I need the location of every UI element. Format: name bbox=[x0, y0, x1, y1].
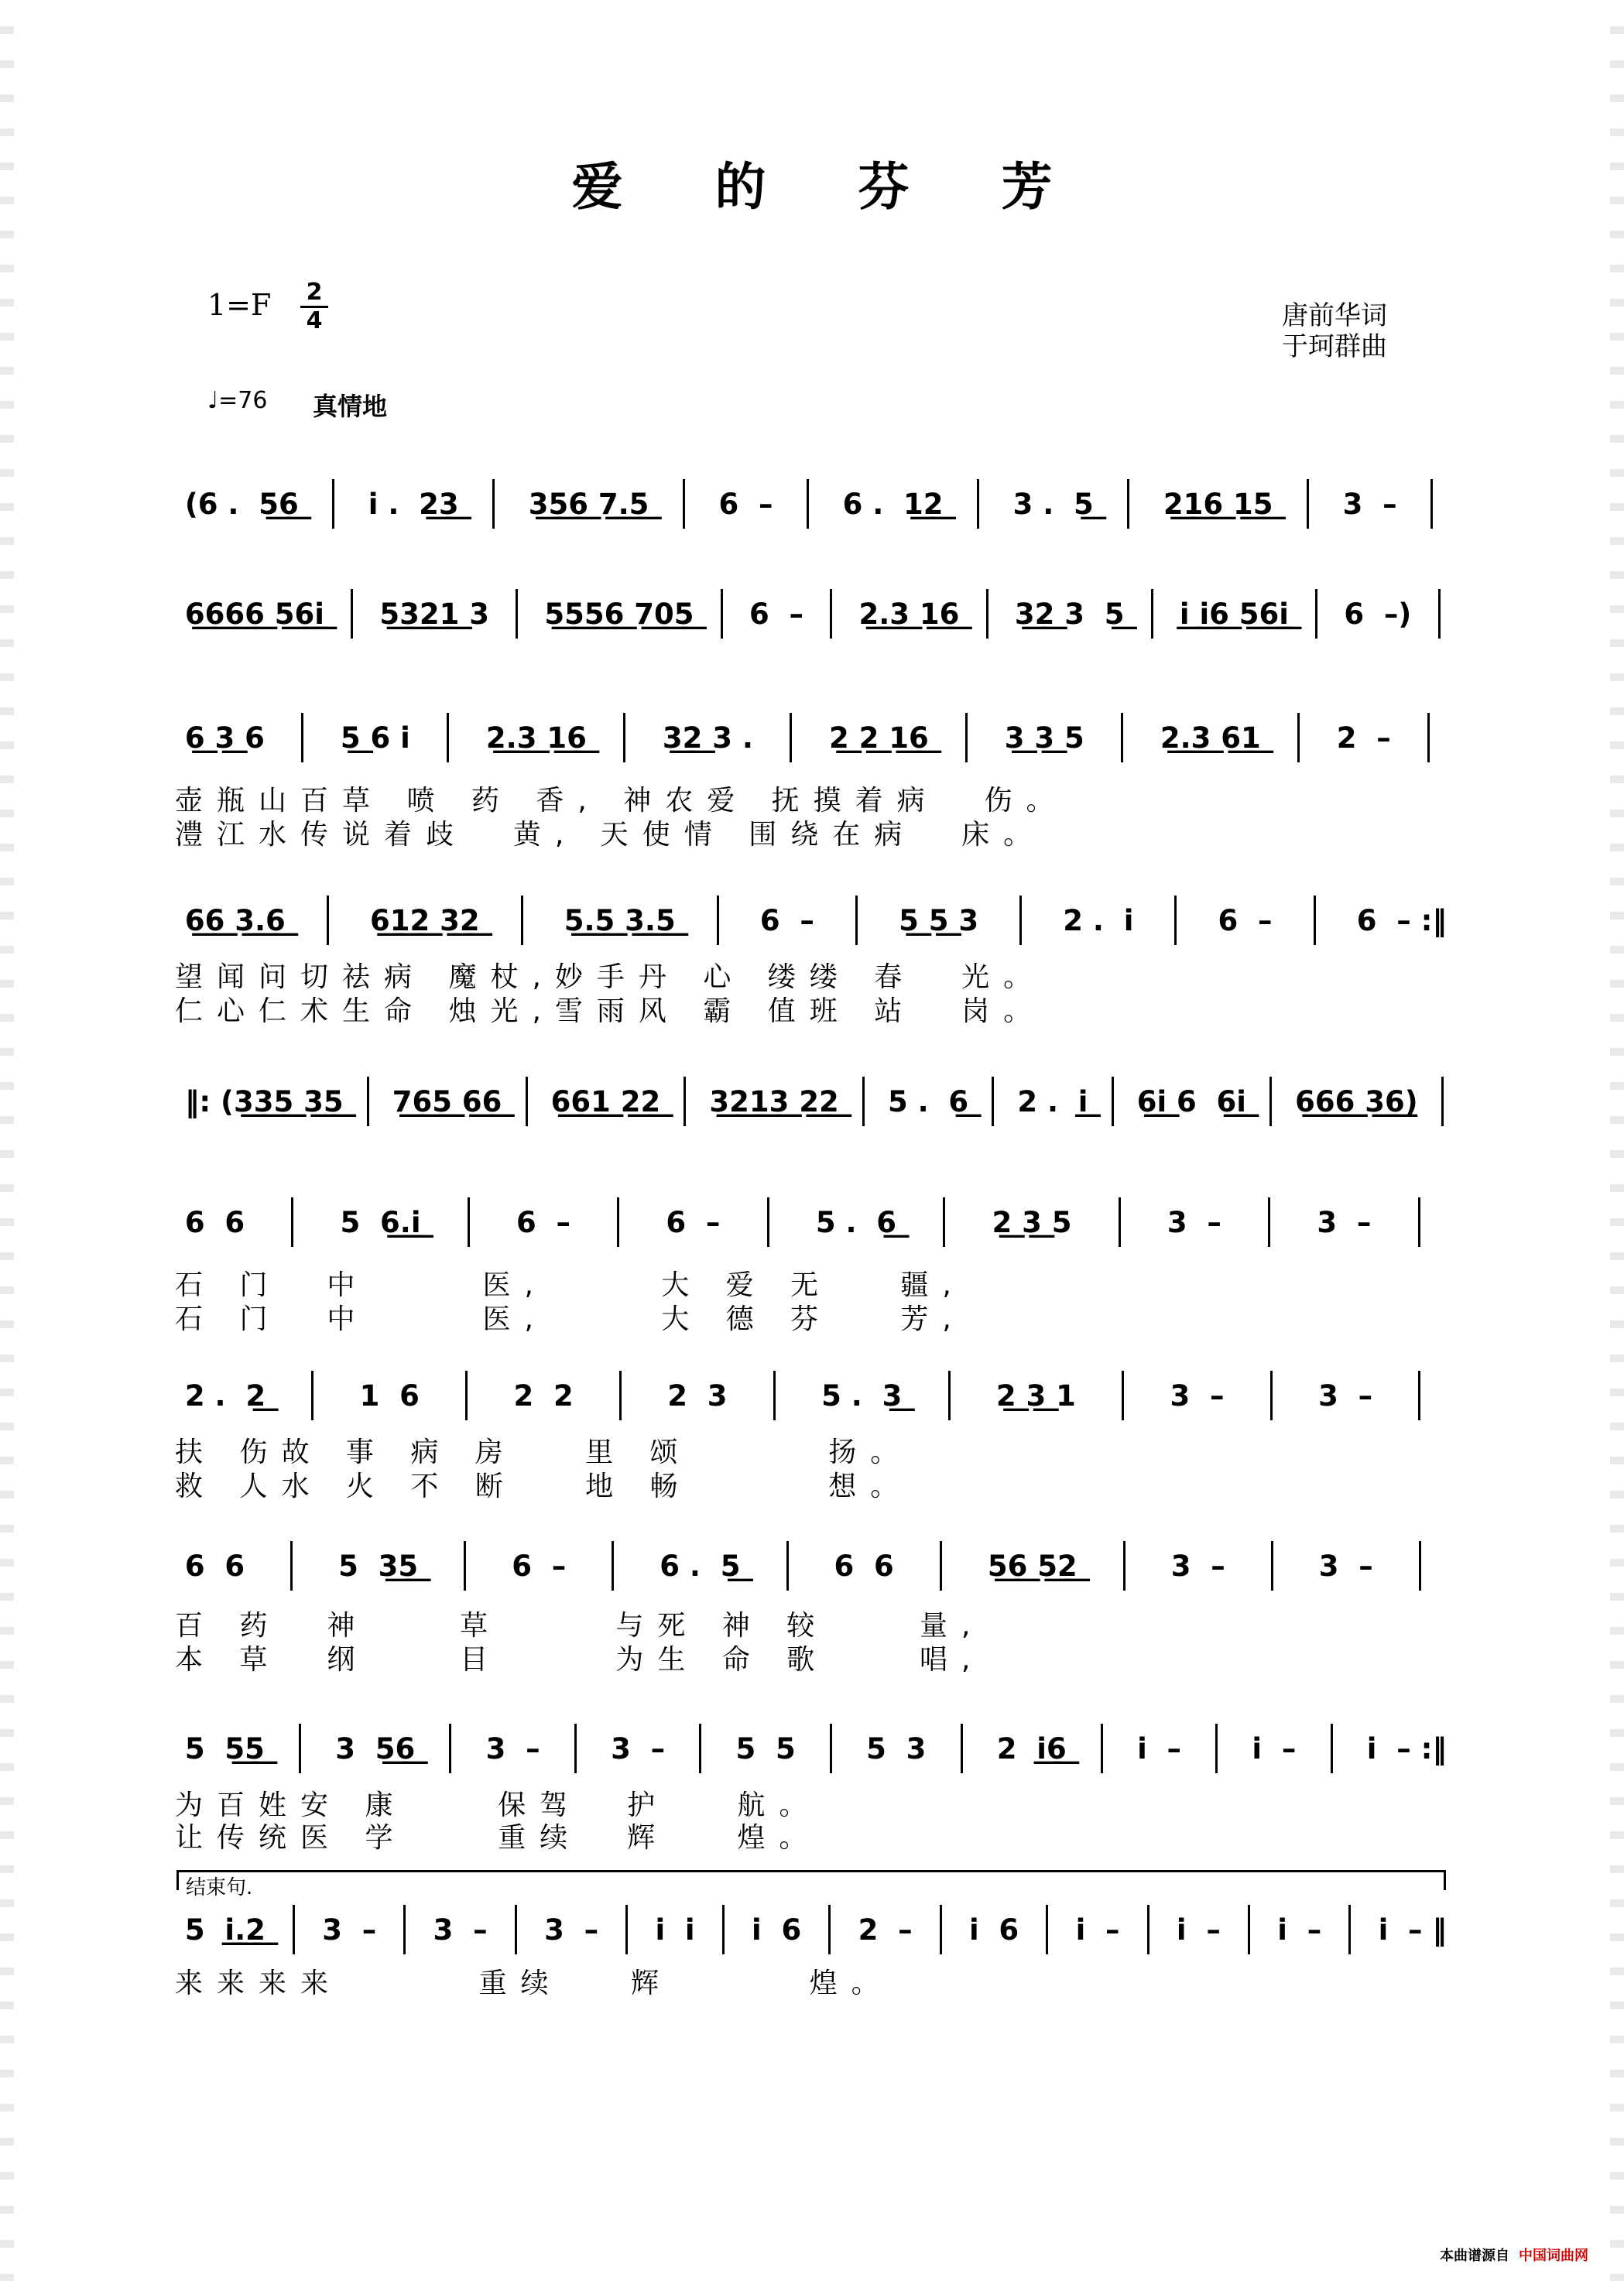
barline bbox=[403, 1905, 406, 1954]
barline bbox=[1174, 896, 1177, 945]
measure: 6 – bbox=[1208, 903, 1283, 937]
barline bbox=[468, 1197, 470, 1247]
measure: 6͟6͟6͟ 3͟6͟) bbox=[1285, 1084, 1428, 1118]
barline bbox=[717, 896, 719, 945]
measure: 3͟2͟ 3 5͟ bbox=[1004, 597, 1135, 631]
measure: 6 . 1͟2͟ bbox=[832, 487, 954, 521]
measure: 3͟ 3͟ 5 bbox=[994, 721, 1095, 755]
barline bbox=[1215, 1724, 1218, 1773]
barline bbox=[1270, 1371, 1273, 1420]
key-signature: 1=F bbox=[207, 288, 272, 322]
lyrics-verse-2: 仁心仁术生命 烛光,雪雨风 霸 值班 站 岗。 bbox=[175, 995, 1046, 1027]
notation-line bbox=[175, 1542, 1457, 1590]
barline bbox=[1314, 896, 1316, 945]
measure: 3͟2͟ 3 . bbox=[653, 721, 763, 755]
meter-bottom: 4 bbox=[306, 307, 323, 334]
measure: 5͟.͟5͟ 3͟.͟5͟ bbox=[553, 903, 686, 937]
barline bbox=[961, 1724, 963, 1773]
barline bbox=[977, 479, 979, 529]
measure: ‖: (3͟3͟5͟ 3͟5͟ bbox=[175, 1084, 354, 1118]
measure: 5͟6͟ 5͟2͟ bbox=[977, 1549, 1088, 1583]
lyrics-verse-2: 救 人水 火 不 断 地 畅 想。 bbox=[175, 1471, 913, 1502]
notation-line bbox=[175, 590, 1457, 638]
measure: 3 – bbox=[312, 1913, 387, 1947]
measure: 5 . 3͟ bbox=[811, 1379, 913, 1413]
barline bbox=[855, 896, 858, 945]
barline bbox=[1441, 1077, 1444, 1126]
measure: 6͟6͟6͟6͟ 5͟6͟i͟ bbox=[175, 597, 334, 631]
barline bbox=[290, 1541, 293, 1591]
barline bbox=[301, 713, 303, 762]
measure: i͟ i͟6͟ 5͟6͟i͟ bbox=[1170, 597, 1299, 631]
lyrics-verse-1: 望闻问切祛病 魔杖,妙手丹 心 缕缕 春 光。 bbox=[175, 961, 1046, 993]
barline bbox=[492, 479, 495, 529]
ending-bracket-right bbox=[1444, 1870, 1446, 1890]
time-signature bbox=[300, 280, 328, 334]
right-edge-strip bbox=[1610, 0, 1624, 2281]
barline bbox=[940, 1541, 942, 1591]
barline bbox=[516, 589, 518, 639]
barline bbox=[790, 713, 792, 762]
measure: 3 – bbox=[1307, 1205, 1382, 1239]
barline bbox=[1121, 713, 1123, 762]
measure: i – ‖ bbox=[1368, 1913, 1457, 1947]
barline bbox=[722, 1905, 725, 1954]
measure: 6 – bbox=[506, 1205, 581, 1239]
barline bbox=[1307, 479, 1309, 529]
measure: 6 – bbox=[708, 487, 783, 521]
barline bbox=[1271, 1541, 1273, 1591]
measure: 2͟1͟6͟ 1͟5͟ bbox=[1153, 487, 1283, 521]
measure: 2͟ 2͟ 1͟6͟ bbox=[819, 721, 939, 755]
measure: 5 5͟5͟ bbox=[175, 1731, 275, 1766]
measure: 2͟.͟3͟ 1͟6͟ bbox=[476, 721, 597, 755]
measure: 2 2 bbox=[503, 1379, 584, 1413]
barline bbox=[683, 479, 685, 529]
measure: 5 3 bbox=[856, 1731, 937, 1766]
measure: 2 . i bbox=[1053, 903, 1144, 937]
lyrics-verse-2: 让传统医 学 重续 辉 煌。 bbox=[175, 1822, 821, 1854]
notation-line bbox=[175, 480, 1457, 528]
footer-source-text: 本曲谱源自 bbox=[1440, 2248, 1509, 2264]
barline bbox=[619, 1371, 622, 1420]
barline bbox=[1419, 1541, 1421, 1591]
notation-line bbox=[175, 1198, 1457, 1246]
barline bbox=[1297, 713, 1300, 762]
barline bbox=[293, 1905, 295, 1954]
measure: 5 . 6͟ bbox=[878, 1084, 979, 1118]
measure: 2 3 bbox=[657, 1379, 738, 1413]
barline bbox=[1122, 1371, 1124, 1420]
measure: 6 6 bbox=[175, 1205, 255, 1239]
barline bbox=[1119, 1197, 1121, 1247]
measure: 5 6͟.͟i͟ bbox=[330, 1205, 431, 1239]
measure: 2͟.͟3͟ 1͟6͟ bbox=[848, 597, 970, 631]
barline bbox=[1315, 589, 1317, 639]
lyrics-verse-2: 本 草 纲 目 为生 命 歌 唱, bbox=[175, 1644, 985, 1676]
measure: 3 – bbox=[1160, 1379, 1235, 1413]
measure: 3 – bbox=[1308, 1379, 1382, 1413]
measure: i – bbox=[1267, 1913, 1332, 1947]
measure: 6 – bbox=[656, 1205, 731, 1239]
barline bbox=[1269, 1077, 1272, 1126]
measure: 5͟5͟5͟6͟ 7͟0͟5͟ bbox=[534, 597, 704, 631]
barline bbox=[625, 1905, 628, 1954]
barline bbox=[1123, 1541, 1125, 1591]
measure: 3 . 5͟ bbox=[1002, 487, 1104, 521]
song-title: 爱 的 芬 芳 bbox=[571, 157, 1090, 217]
notation-line bbox=[175, 1077, 1457, 1125]
measure: 6 – bbox=[739, 597, 814, 631]
measure: 2 i͟6͟ bbox=[986, 1731, 1077, 1766]
barline bbox=[1019, 896, 1022, 945]
measure: 5 3͟5͟ bbox=[328, 1549, 429, 1583]
measure: 6 – :‖ bbox=[1346, 903, 1457, 937]
measure: 3 5͟6͟ bbox=[325, 1731, 426, 1766]
measure: i – :‖ bbox=[1356, 1731, 1457, 1766]
barline bbox=[1046, 1905, 1048, 1954]
barline bbox=[830, 1724, 832, 1773]
measure: 6͟6͟1͟ 2͟2͟ bbox=[540, 1084, 671, 1118]
barline bbox=[327, 896, 329, 945]
measure: 3͟2͟1͟3͟ 2͟2͟ bbox=[699, 1084, 849, 1118]
ending-bracket bbox=[176, 1870, 1446, 1872]
barline bbox=[449, 1724, 451, 1773]
barline bbox=[1331, 1724, 1333, 1773]
measure: 2 . i͟ bbox=[1007, 1084, 1098, 1118]
measure: (6 . 5͟6͟ bbox=[175, 487, 309, 521]
barline bbox=[623, 713, 625, 762]
measure: 6͟i͟ 6 6͟i͟ bbox=[1126, 1084, 1256, 1118]
barline bbox=[521, 896, 523, 945]
ending-bracket-left bbox=[176, 1870, 179, 1890]
barline bbox=[807, 479, 809, 529]
barline bbox=[1112, 1077, 1114, 1126]
lyrics-verse-1: 百 药 神 草 与死 神 较 量, bbox=[175, 1610, 985, 1642]
measure: 2 – bbox=[848, 1913, 923, 1947]
barline bbox=[612, 1541, 614, 1591]
measure: 6 6 bbox=[824, 1549, 904, 1583]
measure: 3 – bbox=[475, 1731, 550, 1766]
measure: i 6 bbox=[742, 1913, 812, 1947]
barline bbox=[465, 1371, 468, 1420]
expression-mark: 真情地 bbox=[313, 392, 388, 421]
measure: i i bbox=[645, 1913, 705, 1947]
barline bbox=[515, 1905, 517, 1954]
measure: 6 –) bbox=[1334, 597, 1422, 631]
measure: 6͟6͟ 3͟.͟6͟ bbox=[175, 903, 296, 937]
barline bbox=[948, 1371, 951, 1420]
barline bbox=[311, 1371, 313, 1420]
measure: 2͟.͟3͟ 6͟1͟ bbox=[1149, 721, 1271, 755]
notation-line bbox=[175, 1906, 1457, 1954]
left-edge-strip bbox=[0, 0, 14, 2281]
barline bbox=[828, 1905, 831, 1954]
barline bbox=[1418, 1197, 1420, 1247]
measure: 2 . 2͟ bbox=[175, 1379, 276, 1413]
measure: 6 . 5͟ bbox=[649, 1549, 751, 1583]
lyrics-verse-2: 澧江水传说着歧 黄, 天使情 围绕在病 床。 bbox=[175, 819, 1046, 851]
barline bbox=[1430, 479, 1433, 529]
measure: 7͟6͟5͟ 6͟6͟ bbox=[382, 1084, 512, 1118]
measure: 3͟5͟6͟ 7͟.͟5͟ bbox=[518, 487, 660, 521]
measure: 6͟1͟2͟ 3͟2͟ bbox=[360, 903, 490, 937]
barline bbox=[1151, 589, 1153, 639]
measure: 2͟ 3͟ 5 bbox=[982, 1205, 1082, 1239]
barline bbox=[773, 1371, 776, 1420]
lyricist-credit: 唐前华词 bbox=[1282, 300, 1387, 331]
measure: 5͟ 6 i bbox=[331, 721, 420, 755]
barline bbox=[1127, 479, 1129, 529]
measure: i 6 bbox=[959, 1913, 1030, 1947]
barline bbox=[1438, 589, 1441, 639]
measure: 5 i͟.͟2͟ bbox=[175, 1913, 276, 1947]
barline bbox=[617, 1197, 619, 1247]
source-footer bbox=[1440, 2245, 1588, 2265]
barline bbox=[986, 589, 988, 639]
measure: 2 – bbox=[1326, 721, 1401, 755]
notation-line bbox=[175, 1372, 1457, 1420]
barline bbox=[767, 1197, 769, 1247]
barline bbox=[862, 1077, 865, 1126]
measure: 6 – bbox=[502, 1549, 577, 1583]
barline bbox=[1348, 1905, 1351, 1954]
measure: 3 – bbox=[1308, 1549, 1383, 1583]
measure: 5 5 bbox=[725, 1731, 806, 1766]
measure: 3 – bbox=[423, 1913, 498, 1947]
ending-label: 结束句. bbox=[186, 1876, 253, 1899]
barline bbox=[699, 1724, 701, 1773]
composer-credit: 于珂群曲 bbox=[1282, 331, 1387, 362]
measure: i – bbox=[1242, 1731, 1307, 1766]
measure: 6 – bbox=[750, 903, 824, 937]
barline bbox=[786, 1541, 789, 1591]
lyrics-verse-1: 扶 伤故 事 病 房 里 颂 扬。 bbox=[175, 1437, 913, 1468]
measure: i – bbox=[1127, 1731, 1191, 1766]
notation-line bbox=[175, 896, 1457, 944]
barline bbox=[291, 1197, 293, 1247]
lyrics-verse-1: 为百姓安 康 保驾 护 航。 bbox=[175, 1790, 821, 1821]
measure: i . 2͟3͟ bbox=[358, 487, 469, 521]
barline bbox=[830, 589, 832, 639]
measure: i – bbox=[1167, 1913, 1231, 1947]
barline bbox=[367, 1077, 369, 1126]
notation-line bbox=[175, 1724, 1457, 1772]
measure: 3 – bbox=[1157, 1205, 1232, 1239]
measure: 1 6 bbox=[349, 1379, 430, 1413]
footer-site-link[interactable]: 中国词曲网 bbox=[1519, 2248, 1588, 2264]
meter-top: 2 bbox=[306, 279, 323, 306]
measure: 3 – bbox=[534, 1913, 608, 1947]
measure: 5͟3͟2͟1͟ 3 bbox=[369, 597, 499, 631]
lyrics-verse-1: 壶瓶山百草 喷 药 香, 神农爱 抚摸着病 伤。 bbox=[175, 785, 1068, 817]
barline bbox=[943, 1197, 945, 1247]
barline bbox=[992, 1077, 994, 1126]
measure: 5͟ 5͟ 3 bbox=[889, 903, 988, 937]
barline bbox=[464, 1541, 466, 1591]
lyrics-verse-1: 来来来来 重续 辉 煌。 bbox=[175, 1968, 893, 1999]
barline bbox=[684, 1077, 686, 1126]
barline bbox=[940, 1905, 942, 1954]
measure: 6͟ 3͟ 6 bbox=[175, 721, 275, 755]
measure: 6 6 bbox=[175, 1549, 255, 1583]
barline bbox=[299, 1724, 301, 1773]
barline bbox=[1101, 1724, 1103, 1773]
barline bbox=[1248, 1905, 1250, 1954]
barline bbox=[574, 1724, 577, 1773]
measure: 5 . 6͟ bbox=[805, 1205, 906, 1239]
barline bbox=[965, 713, 968, 762]
barline bbox=[721, 589, 723, 639]
barline bbox=[1427, 713, 1430, 762]
lyrics-verse-2: 石 门 中 医, 大 德 芬 芳, bbox=[175, 1303, 965, 1335]
barline bbox=[447, 713, 449, 762]
measure: i – bbox=[1065, 1913, 1130, 1947]
measure: 3 – bbox=[1332, 487, 1407, 521]
barline bbox=[332, 479, 334, 529]
barline bbox=[351, 589, 353, 639]
barline bbox=[1147, 1905, 1149, 1954]
measure: 3 – bbox=[601, 1731, 675, 1766]
barline bbox=[1418, 1371, 1420, 1420]
barline bbox=[526, 1077, 528, 1126]
barline bbox=[1268, 1197, 1270, 1247]
notation-line bbox=[175, 714, 1457, 762]
tempo-mark: ♩=76 bbox=[207, 387, 268, 414]
measure: 2͟ 3͟ 1 bbox=[986, 1379, 1086, 1413]
lyrics-verse-1: 石 门 中 医, 大 爱 无 疆, bbox=[175, 1269, 965, 1301]
measure: 3 – bbox=[1160, 1549, 1235, 1583]
